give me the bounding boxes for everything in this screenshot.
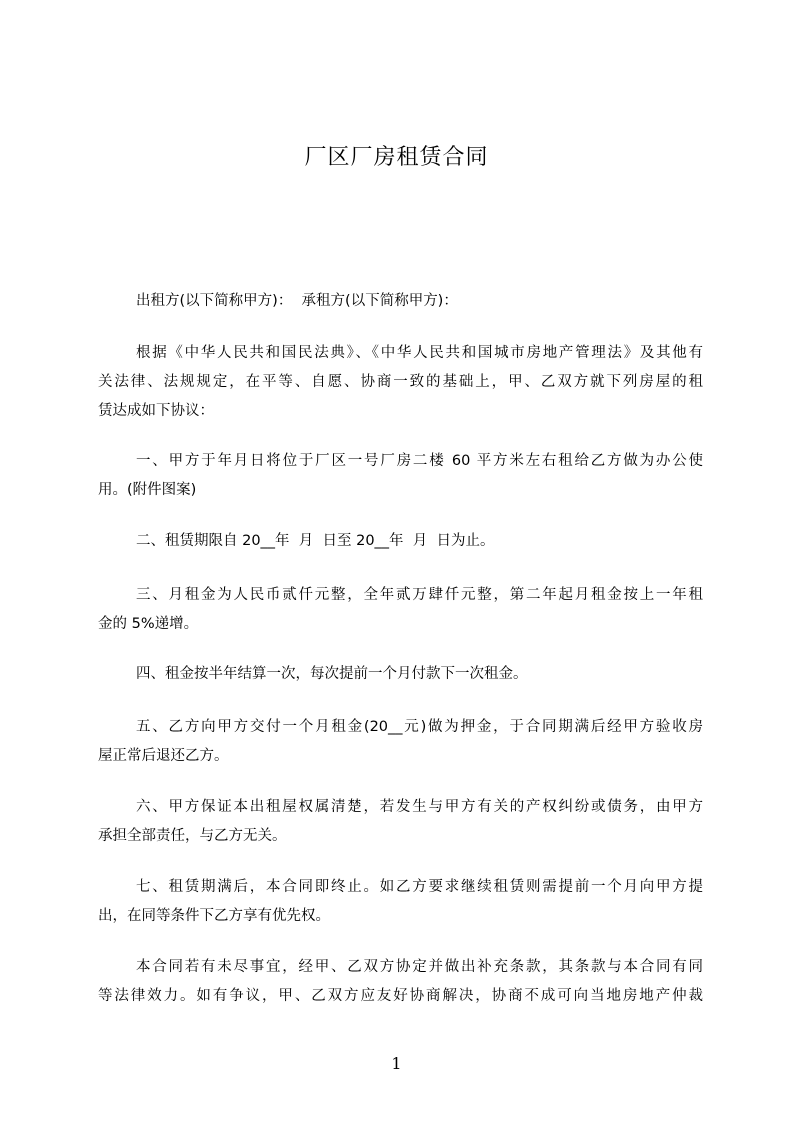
paragraph-line: 关法律、法规规定，在平等、自愿、协商一致的基础上，甲、乙双方就下列房屋的租 — [98, 374, 703, 390]
paragraph-line: 屋正常后退还乙方。 — [98, 748, 229, 764]
paragraph-line: 赁达成如下协议： — [98, 403, 214, 419]
clause-3-paragraph — [98, 581, 703, 639]
paragraph-line: 四、租金按半年结算一次，每次提前一个月付款下一次租金。 — [136, 666, 528, 682]
paragraph-line: 七、租赁期满后，本合同即终止。如乙方要求继续租赁则需提前一个月向甲方提 — [136, 879, 703, 895]
paragraph-line: 五、乙方向甲方交付一个月租金(20__元)做为押金，于合同期满后经甲方验收房 — [136, 719, 703, 735]
clause-7-paragraph — [98, 873, 703, 931]
preamble-paragraph — [98, 339, 703, 426]
clause-1-paragraph — [98, 447, 703, 505]
paragraph-line: 三、月租金为人民币贰仟元整，全年贰万肆仟元整，第二年起月租金按上一年租 — [136, 587, 703, 603]
parties-paragraph — [98, 287, 703, 316]
contract-title: 厂区厂房租赁合同 — [304, 145, 489, 170]
paragraph-line: 一、甲方于年月日将位于厂区一号厂房二楼 60 平方米左右租给乙方做为办公使 — [136, 453, 703, 469]
paragraph-line: 金的 5%递增。 — [98, 616, 199, 632]
clause-5-paragraph — [98, 713, 703, 771]
closing-paragraph — [98, 953, 703, 1011]
clause-2-paragraph — [98, 527, 703, 556]
paragraph-line: 本合同若有未尽事宜，经甲、乙双方协定并做出补充条款，其条款与本合同有同 — [136, 959, 703, 975]
clause-4-paragraph — [98, 660, 703, 689]
page-number: 1 — [391, 1054, 402, 1073]
clause-6-paragraph — [98, 793, 703, 851]
paragraph-line: 二、租赁期限自 20__年 月 日至 20__年 月 日为止。 — [136, 533, 495, 549]
paragraph-line: 六、甲方保证本出租屋权属清楚，若发生与甲方有关的产权纠纷或债务，由甲方 — [136, 799, 703, 815]
paragraph-line: 等法律效力。如有争议，甲、乙双方应友好协商解决，协商不成可向当地房地产仲裁 — [98, 988, 703, 1004]
paragraph-line: 用。(附件图案) — [98, 482, 197, 498]
paragraph-line: 根据《中华人民共和国民法典》、《中华人民共和国城市房地产管理法》及其他有 — [136, 345, 703, 361]
paragraph-line: 出，在同等条件下乙方享有优先权。 — [98, 908, 330, 924]
paragraph-line: 承担全部责任，与乙方无关。 — [98, 828, 287, 844]
parties-line: 出租方(以下简称甲方)： 承租方(以下简称甲方)： — [136, 293, 458, 309]
